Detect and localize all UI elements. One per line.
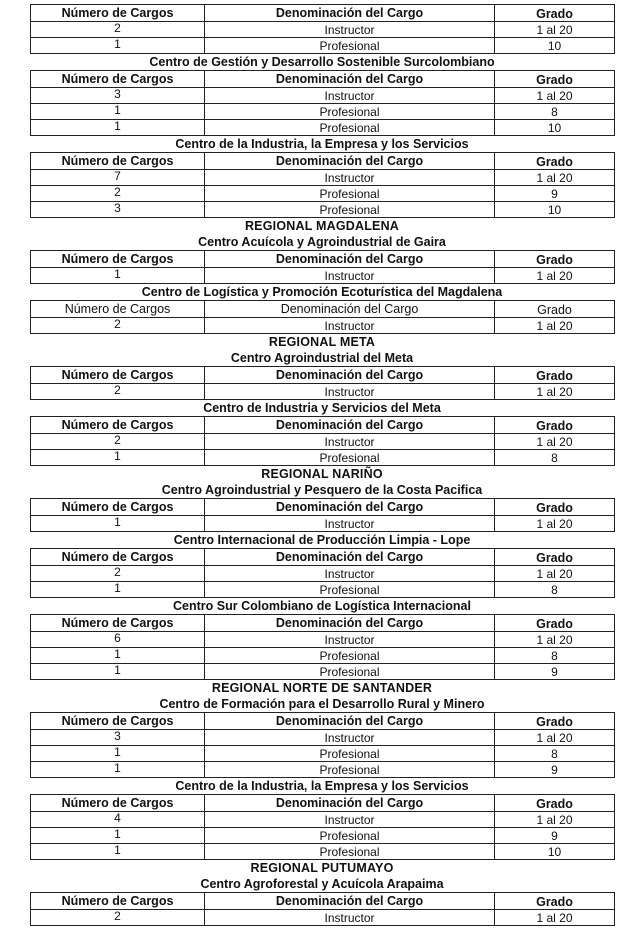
- cell-numero-de-cargos: 2: [31, 22, 205, 38]
- header-numero-de-cargos: Número de Cargos: [31, 153, 205, 170]
- cargos-table: [30, 366, 615, 400]
- center-heading: Centro Agroforestal y Acuícola Arapaima: [200, 877, 444, 891]
- cell-denominacion: Profesional: [205, 186, 495, 202]
- table-row: [31, 88, 615, 104]
- cell-denominacion: Profesional: [205, 844, 495, 860]
- cell-grado: 1 al 20: [495, 516, 615, 532]
- cell-grado: 1 al 20: [495, 268, 615, 284]
- cell-numero-de-cargos: 1: [31, 844, 205, 860]
- regional-heading: REGIONAL PUTUMAYO: [250, 861, 394, 875]
- table-row: [31, 22, 615, 38]
- cargos-table: [30, 712, 615, 778]
- cell-numero-de-cargos: 3: [31, 730, 205, 746]
- table-header-row: [31, 893, 615, 910]
- cell-grado: 1 al 20: [495, 170, 615, 186]
- header-numero-de-cargos: Número de Cargos: [31, 71, 205, 88]
- table-row: [31, 202, 615, 218]
- cell-denominacion: Profesional: [205, 762, 495, 778]
- regional-heading: REGIONAL NARIÑO: [261, 467, 383, 481]
- table-row: [31, 910, 615, 926]
- cell-grado: 1 al 20: [495, 812, 615, 828]
- cell-denominacion: Instructor: [205, 268, 495, 284]
- cell-denominacion: Profesional: [205, 202, 495, 218]
- header-numero-de-cargos: Número de Cargos: [31, 301, 205, 318]
- header-grado: Grado: [495, 301, 615, 318]
- table-row: [31, 762, 615, 778]
- cargos-table: [30, 4, 615, 54]
- header-denominacion-del-cargo: Denominación del Cargo: [205, 795, 495, 812]
- header-denominacion-del-cargo: Denominación del Cargo: [205, 71, 495, 88]
- header-denominacion-del-cargo: Denominación del Cargo: [205, 417, 495, 434]
- header-numero-de-cargos: Número de Cargos: [31, 5, 205, 22]
- cell-grado: 10: [495, 120, 615, 136]
- regional-heading: REGIONAL META: [268, 335, 376, 349]
- table-header-row: [31, 5, 615, 22]
- cell-grado: 8: [495, 450, 615, 466]
- table-row: [31, 516, 615, 532]
- table-header-row: [31, 251, 615, 268]
- cargos-table: [30, 892, 615, 926]
- header-grado: Grado: [495, 713, 615, 730]
- header-numero-de-cargos: Número de Cargos: [31, 251, 205, 268]
- cell-denominacion: Instructor: [205, 170, 495, 186]
- cell-grado: 9: [495, 664, 615, 680]
- table-row: [31, 318, 615, 334]
- header-numero-de-cargos: Número de Cargos: [31, 499, 205, 516]
- header-grado: Grado: [495, 71, 615, 88]
- cell-numero-de-cargos: 1: [31, 104, 205, 120]
- header-grado: Grado: [495, 795, 615, 812]
- cell-denominacion: Instructor: [205, 730, 495, 746]
- header-denominacion-del-cargo: Denominación del Cargo: [205, 549, 495, 566]
- header-numero-de-cargos: Número de Cargos: [31, 367, 205, 384]
- cell-denominacion: Instructor: [205, 910, 495, 926]
- cell-numero-de-cargos: 1: [31, 120, 205, 136]
- header-denominacion-del-cargo: Denominación del Cargo: [205, 301, 495, 318]
- center-heading: Centro Agroindustrial y Pesquero de la Costa Pacifica: [161, 483, 483, 497]
- center-heading: Centro de la Industria, la Empresa y los Servicios: [175, 137, 469, 151]
- cell-grado: 9: [495, 828, 615, 844]
- table-row: [31, 664, 615, 680]
- table-header-row: [31, 549, 615, 566]
- cell-numero-de-cargos: 2: [31, 910, 205, 926]
- table-header-row: [31, 71, 615, 88]
- cell-numero-de-cargos: 1: [31, 268, 205, 284]
- table-row: [31, 170, 615, 186]
- center-heading: Centro de Industria y Servicios del Meta: [203, 401, 441, 415]
- cargos-table: [30, 794, 615, 860]
- header-numero-de-cargos: Número de Cargos: [31, 549, 205, 566]
- table-row: [31, 104, 615, 120]
- header-grado: Grado: [495, 417, 615, 434]
- cell-denominacion: Instructor: [205, 434, 495, 450]
- table-row: [31, 268, 615, 284]
- cargos-table: [30, 548, 615, 598]
- cell-denominacion: Instructor: [205, 88, 495, 104]
- header-denominacion-del-cargo: Denominación del Cargo: [205, 5, 495, 22]
- header-grado: Grado: [495, 5, 615, 22]
- cell-denominacion: Profesional: [205, 104, 495, 120]
- table-row: [31, 632, 615, 648]
- table-row: [31, 730, 615, 746]
- center-heading: Centro Internacional de Producción Limpia - Lope: [173, 533, 471, 547]
- header-grado: Grado: [495, 549, 615, 566]
- cargos-table: [30, 152, 615, 218]
- header-denominacion-del-cargo: Denominación del Cargo: [205, 893, 495, 910]
- table-row: [31, 450, 615, 466]
- cell-denominacion: Profesional: [205, 38, 495, 54]
- center-heading: Centro de Formación para el Desarrollo Rural y Minero: [159, 697, 485, 711]
- cell-grado: 10: [495, 38, 615, 54]
- center-heading: Centro de Gestión y Desarrollo Sostenible Surcolombiano: [149, 55, 495, 69]
- table-row: [31, 120, 615, 136]
- table-header-row: [31, 417, 615, 434]
- cell-grado: 8: [495, 104, 615, 120]
- header-denominacion-del-cargo: Denominación del Cargo: [205, 153, 495, 170]
- cell-denominacion: Profesional: [205, 648, 495, 664]
- cargos-table: [30, 250, 615, 284]
- table-header-row: [31, 795, 615, 812]
- cell-grado: 8: [495, 582, 615, 598]
- cell-numero-de-cargos: 1: [31, 516, 205, 532]
- cell-numero-de-cargos: 1: [31, 762, 205, 778]
- header-numero-de-cargos: Número de Cargos: [31, 615, 205, 632]
- cell-numero-de-cargos: 2: [31, 186, 205, 202]
- table-row: [31, 582, 615, 598]
- header-denominacion-del-cargo: Denominación del Cargo: [205, 367, 495, 384]
- cell-grado: 8: [495, 648, 615, 664]
- header-grado: Grado: [495, 367, 615, 384]
- cell-denominacion: Profesional: [205, 120, 495, 136]
- header-numero-de-cargos: Número de Cargos: [31, 713, 205, 730]
- table-row: [31, 812, 615, 828]
- cell-grado: 8: [495, 746, 615, 762]
- cell-denominacion: Instructor: [205, 384, 495, 400]
- document-page: [30, 4, 614, 926]
- cell-grado: 10: [495, 202, 615, 218]
- cell-numero-de-cargos: 3: [31, 202, 205, 218]
- cell-numero-de-cargos: 1: [31, 450, 205, 466]
- cell-numero-de-cargos: 2: [31, 318, 205, 334]
- cell-numero-de-cargos: 1: [31, 828, 205, 844]
- cell-numero-de-cargos: 7: [31, 170, 205, 186]
- table-row: [31, 648, 615, 664]
- cargos-table: [30, 614, 615, 680]
- cargos-table: [30, 70, 615, 136]
- header-denominacion-del-cargo: Denominación del Cargo: [205, 615, 495, 632]
- cargos-table: [30, 416, 615, 466]
- table-row: [31, 434, 615, 450]
- cell-denominacion: Instructor: [205, 22, 495, 38]
- center-heading: Centro de Logística y Promoción Ecoturística del Magdalena: [141, 285, 503, 299]
- cell-grado: 1 al 20: [495, 566, 615, 582]
- cell-numero-de-cargos: 1: [31, 648, 205, 664]
- table-header-row: [31, 499, 615, 516]
- header-numero-de-cargos: Número de Cargos: [31, 417, 205, 434]
- cell-grado: 1 al 20: [495, 384, 615, 400]
- cell-grado: 1 al 20: [495, 910, 615, 926]
- center-heading: Centro Agroindustrial del Meta: [230, 351, 414, 365]
- cell-numero-de-cargos: 1: [31, 746, 205, 762]
- cell-grado: 1 al 20: [495, 434, 615, 450]
- cell-denominacion: Profesional: [205, 582, 495, 598]
- table-header-row: [31, 301, 615, 318]
- cell-numero-de-cargos: 1: [31, 38, 205, 54]
- cell-denominacion: Instructor: [205, 566, 495, 582]
- cell-grado: 1 al 20: [495, 88, 615, 104]
- table-header-row: [31, 615, 615, 632]
- cell-grado: 1 al 20: [495, 22, 615, 38]
- cell-denominacion: Instructor: [205, 516, 495, 532]
- table-header-row: [31, 153, 615, 170]
- table-header-row: [31, 713, 615, 730]
- cell-grado: 9: [495, 762, 615, 778]
- cell-grado: 9: [495, 186, 615, 202]
- cell-denominacion: Profesional: [205, 746, 495, 762]
- cell-denominacion: Instructor: [205, 812, 495, 828]
- header-grado: Grado: [495, 251, 615, 268]
- header-numero-de-cargos: Número de Cargos: [31, 893, 205, 910]
- cell-numero-de-cargos: 3: [31, 88, 205, 104]
- table-header-row: [31, 367, 615, 384]
- cell-numero-de-cargos: 2: [31, 384, 205, 400]
- regional-heading: REGIONAL NORTE DE SANTANDER: [211, 681, 433, 695]
- cell-numero-de-cargos: 2: [31, 566, 205, 582]
- cell-numero-de-cargos: 1: [31, 664, 205, 680]
- header-grado: Grado: [495, 615, 615, 632]
- table-row: [31, 828, 615, 844]
- table-row: [31, 844, 615, 860]
- header-denominacion-del-cargo: Denominación del Cargo: [205, 251, 495, 268]
- cell-numero-de-cargos: 2: [31, 434, 205, 450]
- header-denominacion-del-cargo: Denominación del Cargo: [205, 713, 495, 730]
- header-denominacion-del-cargo: Denominación del Cargo: [205, 499, 495, 516]
- center-heading: Centro Acuícola y Agroindustrial de Gaira: [198, 235, 446, 249]
- table-row: [31, 186, 615, 202]
- cell-denominacion: Profesional: [205, 664, 495, 680]
- cargos-table: [30, 300, 615, 334]
- cell-numero-de-cargos: 1: [31, 582, 205, 598]
- table-row: [31, 746, 615, 762]
- header-grado: Grado: [495, 499, 615, 516]
- cell-grado: 10: [495, 844, 615, 860]
- header-grado: Grado: [495, 893, 615, 910]
- center-heading: Centro de la Industria, la Empresa y los Servicios: [175, 779, 469, 793]
- cell-denominacion: Instructor: [205, 632, 495, 648]
- cell-denominacion: Instructor: [205, 318, 495, 334]
- cell-grado: 1 al 20: [495, 632, 615, 648]
- cargos-table: [30, 498, 615, 532]
- table-row: [31, 566, 615, 582]
- table-row: [31, 38, 615, 54]
- cell-grado: 1 al 20: [495, 318, 615, 334]
- table-row: [31, 384, 615, 400]
- regional-heading: REGIONAL MAGDALENA: [244, 219, 400, 233]
- center-heading: Centro Sur Colombiano de Logística Internacional: [173, 599, 471, 613]
- cell-denominacion: Profesional: [205, 828, 495, 844]
- cell-numero-de-cargos: 4: [31, 812, 205, 828]
- cell-denominacion: Profesional: [205, 450, 495, 466]
- header-numero-de-cargos: Número de Cargos: [31, 795, 205, 812]
- cell-numero-de-cargos: 6: [31, 632, 205, 648]
- header-grado: Grado: [495, 153, 615, 170]
- cell-grado: 1 al 20: [495, 730, 615, 746]
